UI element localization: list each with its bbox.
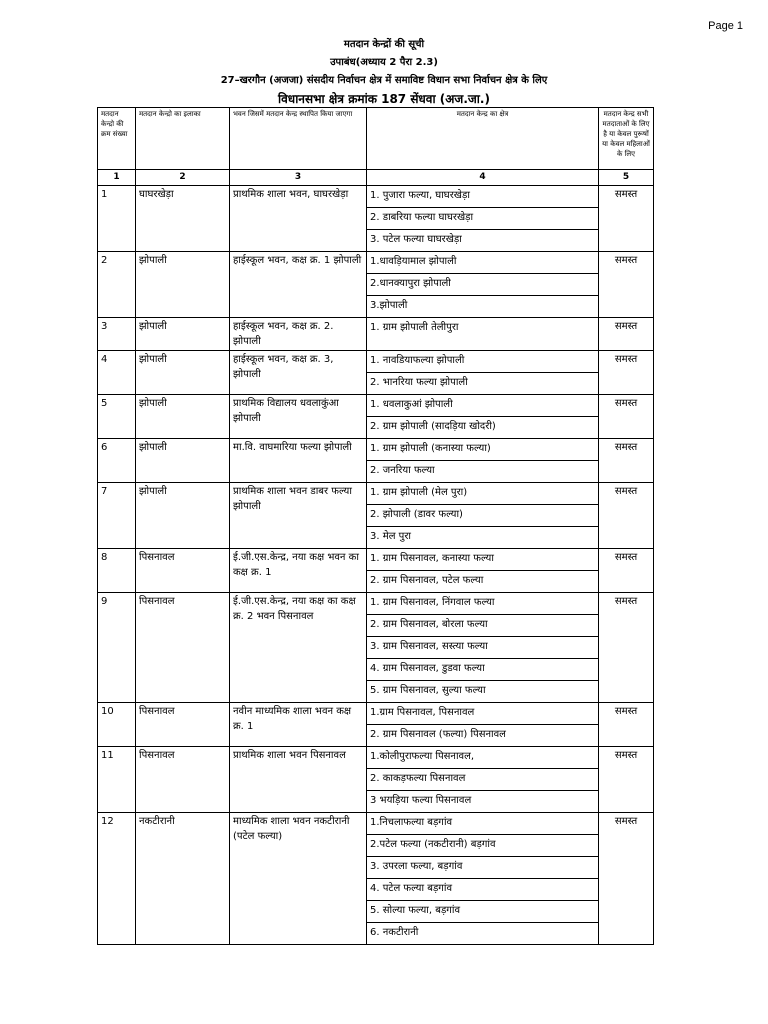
voter-category-cell: समस्त <box>599 813 654 945</box>
serial-number-cell: 10 <box>98 703 136 747</box>
area-cell: 2. झोपाली (डावर फल्या) <box>367 505 599 527</box>
table-row <box>98 483 654 505</box>
area-cell: 6. नकटीरानी <box>367 923 599 945</box>
locality-cell: पिसनावल <box>136 549 230 593</box>
area-cell: 3. ग्राम पिसनावल, सस्त्या फल्या <box>367 637 599 659</box>
locality-cell: झोपाली <box>136 483 230 549</box>
voter-category-cell: समस्त <box>599 593 654 703</box>
area-cell: 2. डाबरिया फल्या घाघरखेड़ा <box>367 208 599 230</box>
table-row <box>98 252 654 274</box>
area-cell: 5. ग्राम पिसनावल, सुल्या फल्या <box>367 681 599 703</box>
header-voters: मतदान केन्द्र सभी मतदाताओं के लिए है या केवल पुरूषों या केवल महिलाओं के लिए <box>599 108 654 170</box>
header-serial: मतदान केन्द्रो की क्रम संख्या <box>98 108 136 170</box>
area-cell: 1.ग्राम पिसनावल, पिसनावल <box>367 703 599 725</box>
area-cell: 2.पटेल फल्या (नकटीरानी) बड़गांव <box>367 835 599 857</box>
serial-number-cell: 6 <box>98 439 136 483</box>
area-cell: 1. ग्राम झोपाली (मेल पुरा) <box>367 483 599 505</box>
area-cell: 1. ग्राम पिसनावल, कनास्या फल्या <box>367 549 599 571</box>
locality-cell: पिसनावल <box>136 747 230 813</box>
building-cell: हाईस्कूल भवन, कक्ष क्र. 1 झोपाली <box>230 252 367 318</box>
area-cell: 4. पटेल फल्या बड़गांव <box>367 879 599 901</box>
table-row <box>98 318 654 351</box>
voter-category-cell: समस्त <box>599 703 654 747</box>
serial-number-cell: 12 <box>98 813 136 945</box>
area-cell: 1.धावड़ियामाल झोपाली <box>367 252 599 274</box>
serial-number-cell: 3 <box>98 318 136 351</box>
table-row <box>98 186 654 208</box>
area-cell: 2.धानक्यापुरा झोपाली <box>367 274 599 296</box>
table-row <box>98 747 654 769</box>
voter-category-cell: समस्त <box>599 252 654 318</box>
area-cell: 1.निचलाफल्या बड़गांव <box>367 813 599 835</box>
voter-category-cell: समस्त <box>599 395 654 439</box>
voter-category-cell: समस्त <box>599 549 654 593</box>
area-cell: 1.कोलीपुराफल्या पिसनावल, <box>367 747 599 769</box>
locality-cell: झोपाली <box>136 439 230 483</box>
table-row <box>98 549 654 571</box>
voter-category-cell: समस्त <box>599 439 654 483</box>
area-cell: 2. ग्राम पिसनावल, बोरला फल्या <box>367 615 599 637</box>
column-number: 4 <box>367 170 599 186</box>
voter-category-cell: समस्त <box>599 318 654 351</box>
locality-cell: झोपाली <box>136 395 230 439</box>
area-cell: 2. भानरिया फल्या झोपाली <box>367 373 599 395</box>
constituency-heading: 27–खरगौन (अजजा) संसदीय निर्वाचन क्षेत्र में समाविष्ट विधान सभा निर्वाचन क्षेत्र के लिए <box>220 75 548 86</box>
locality-cell: झोपाली <box>136 351 230 395</box>
building-cell: हाईस्कूल भवन, कक्ष क्र. 3, झोपाली <box>230 351 367 395</box>
serial-number-cell: 7 <box>98 483 136 549</box>
building-cell: प्राथमिक विद्यालय धवलाकुंआ झोपाली <box>230 395 367 439</box>
table-row <box>98 593 654 615</box>
building-cell: प्राथमिक शाला भवन डाबर फल्या झोपाली <box>230 483 367 549</box>
voter-category-cell: समस्त <box>599 747 654 813</box>
area-cell: 3. उपरला फल्या, बड़गांव <box>367 857 599 879</box>
area-cell: 3. पटेल फल्या घाघरखेड़ा <box>367 230 599 252</box>
document-title: मतदान केन्द्रों की सूची <box>343 39 425 50</box>
area-cell: 2. ग्राम झोपाली (सादड़िया खोदरी) <box>367 417 599 439</box>
building-cell: हाईस्कूल भवन, कक्ष क्र. 2. झोपाली <box>230 318 367 351</box>
building-cell: ई.जी.एस.केन्द्र, नया कक्ष भवन का कक्ष क्र. 1 <box>230 549 367 593</box>
table-row <box>98 395 654 417</box>
voter-category-cell: समस्त <box>599 351 654 395</box>
area-cell: 1. ग्राम पिसनावल, निंगवाल फल्या <box>367 593 599 615</box>
serial-number-cell: 4 <box>98 351 136 395</box>
assembly-heading: विधानसभा क्षेत्र क्रमांक 187 सेंधवा (अज.जा.) <box>278 92 490 106</box>
locality-cell: झोपाली <box>136 318 230 351</box>
area-cell: 1. ग्राम झोपाली तेलीपुरा <box>367 318 599 351</box>
area-cell: 2. ग्राम पिसनावल (फल्या) पिसनावल <box>367 725 599 747</box>
area-cell: 1. ग्राम झोपाली (कनास्या फल्या) <box>367 439 599 461</box>
voter-category-cell: समस्त <box>599 483 654 549</box>
column-number: 2 <box>136 170 230 186</box>
area-cell: 3. मेल पुरा <box>367 527 599 549</box>
area-cell: 1. पुजारा फल्या, घाघरखेड़ा <box>367 186 599 208</box>
locality-cell: घाघरखेड़ा <box>136 186 230 252</box>
header-locality: मतदान केन्द्रो का इलाका <box>136 108 230 170</box>
serial-number-cell: 5 <box>98 395 136 439</box>
polling-stations-table <box>97 107 654 945</box>
locality-cell: पिसनावल <box>136 593 230 703</box>
locality-cell: पिसनावल <box>136 703 230 747</box>
column-number: 3 <box>230 170 367 186</box>
page-number: Page 1 <box>708 20 743 32</box>
building-cell: प्राथमिक शाला भवन पिसनावल <box>230 747 367 813</box>
area-cell: 5. सोल्या फल्या, बड़गांव <box>367 901 599 923</box>
table-row <box>98 351 654 373</box>
area-cell: 2. काकड़फल्या पिसनावल <box>367 769 599 791</box>
building-cell: माध्यमिक शाला भवन नकटीरानी (पटेल फल्या) <box>230 813 367 945</box>
header-row <box>98 108 654 170</box>
header-area: मतदान केन्द्र का क्षेत्र <box>367 108 599 170</box>
serial-number-cell: 8 <box>98 549 136 593</box>
annexure-reference: उपाबंध(अध्याय 2 पैरा 2.3) <box>330 57 438 68</box>
area-cell: 2. जनरिया फल्या <box>367 461 599 483</box>
serial-number-cell: 1 <box>98 186 136 252</box>
area-cell: 2. ग्राम पिसनावल, पटेल फल्या <box>367 571 599 593</box>
table-row <box>98 813 654 835</box>
building-cell: प्राथमिक शाला भवन, घाघरखेड़ा <box>230 186 367 252</box>
building-cell: मा.वि. वाघमारिया फल्या झोपाली <box>230 439 367 483</box>
building-cell: नवीन माध्यमिक शाला भवन कक्ष क्र. 1 <box>230 703 367 747</box>
area-cell: 1. नावडियाफल्या झोपाली <box>367 351 599 373</box>
serial-number-cell: 2 <box>98 252 136 318</box>
table-row <box>98 703 654 725</box>
voter-category-cell: समस्त <box>599 186 654 252</box>
table-row <box>98 439 654 461</box>
building-cell: ई.जी.एस.केन्द्र, नया कक्ष का कक्ष क्र. 2 भवन पिसनावल <box>230 593 367 703</box>
area-cell: 4. ग्राम पिसनावल, डुडवा फल्या <box>367 659 599 681</box>
locality-cell: नकटीरानी <box>136 813 230 945</box>
header-building: भवन जिसमें मतदान केन्द्र स्थापित किया जाएगा <box>230 108 367 170</box>
area-cell: 3 भयड़िया फल्या पिसनावल <box>367 791 599 813</box>
serial-number-cell: 9 <box>98 593 136 703</box>
locality-cell: झोपाली <box>136 252 230 318</box>
column-number-row <box>98 170 654 186</box>
serial-number-cell: 11 <box>98 747 136 813</box>
area-cell: 3.झोपाली <box>367 296 599 318</box>
column-number: 1 <box>98 170 136 186</box>
column-number: 5 <box>599 170 654 186</box>
area-cell: 1. धवलाकुआं झोपाली <box>367 395 599 417</box>
